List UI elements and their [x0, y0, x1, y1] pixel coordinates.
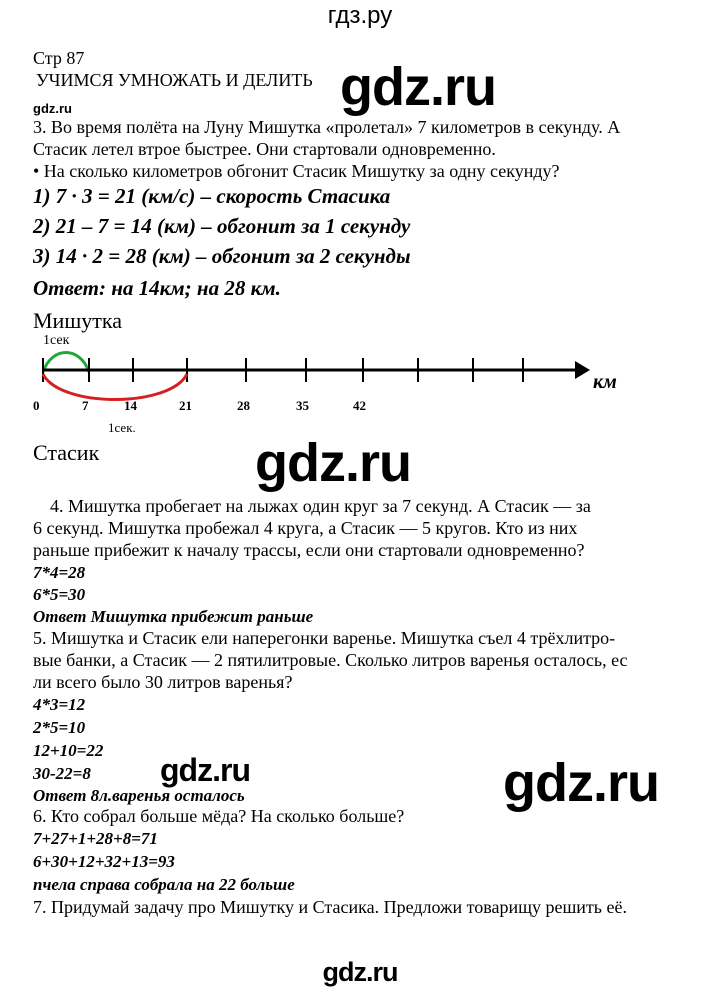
task3-line2: Стасик летел втрое быстрее. Они стартовали одновременно. [33, 139, 496, 159]
task7-line1: 7. Придумай задачу про Мишутку и Стасика. Предложи товарищу решить её. [33, 897, 627, 917]
tick-label: 14 [124, 398, 137, 413]
task4-line3: раньше прибежит к началу трассы, если они стартовали одновременно? [33, 540, 585, 560]
task5-calc-4: 30-22=8 [33, 764, 91, 783]
task3-solution-2: 2) 21 – 7 = 14 (км) – обгонит за 1 секунду [33, 214, 411, 238]
chapter-title: УЧИМСЯ УМНОЖАТЬ И ДЕЛИТЬ [36, 70, 313, 90]
task6-line1: 6. Кто собрал больше мёда? На сколько больше? [33, 806, 405, 826]
task5-answer: Ответ 8л.варенья осталось [33, 786, 245, 805]
task4-calc-2: 6*5=30 [33, 585, 86, 604]
task5-line2: вые банки, а Стасик — 2 пятилитровые. Сколько литров варенья осталось, ес [33, 650, 628, 670]
green-arc-label: 1сек [43, 333, 70, 348]
task5-line3: ли всего было 30 литров варенья? [33, 672, 293, 692]
watermark-footer: gdz.ru [322, 957, 398, 987]
watermark-top: gdz.ru [340, 57, 496, 117]
watermark-small: gdz.ru [33, 101, 72, 116]
task5-calc-3: 12+10=22 [33, 741, 104, 760]
task5-calc-2: 2*5=10 [33, 718, 86, 737]
tick-label: 35 [296, 398, 309, 413]
watermark-middle: gdz.ru [255, 433, 411, 493]
number-line-diagram [30, 330, 650, 440]
tick-label: 7 [82, 398, 89, 413]
page-number: Стр 87 [33, 48, 85, 68]
diagram-label-mishutka: Мишутка [33, 308, 123, 333]
task3-line1: 3. Во время полёта на Луну Мишутка «пролетал» 7 километров в секунду. А [33, 117, 621, 137]
task6-calc-2: 6+30+12+32+13=93 [33, 852, 175, 871]
unit-label: км [593, 371, 617, 393]
site-header: гдз.ру [327, 2, 393, 29]
tick-label: 21 [179, 398, 192, 413]
task4-calc-1: 7*4=28 [33, 563, 86, 582]
tick-label: 42 [353, 398, 366, 413]
task3-question: • На сколько километров обгонит Стасик Мишутку за одну секунду? [33, 161, 560, 181]
task3-solution-3: 3) 14 · 2 = 28 (км) – обгонит за 2 секунды [33, 244, 411, 268]
task4-line1: 4. Мишутка пробегает на лыжах один круг за 7 секунд. А Стасик — за [50, 496, 591, 516]
red-arc-label: 1сек. [108, 420, 136, 435]
task6-answer: пчела справа собрала на 22 больше [33, 875, 295, 894]
task4-answer: Ответ Мишутка прибежит раньше [33, 607, 314, 626]
watermark-small-mid: gdz.ru [160, 752, 250, 788]
task5-line1: 5. Мишутка и Стасик ели наперегонки варенье. Мишутка съел 4 трёхлитро- [33, 628, 616, 648]
tick-label: 0 [33, 398, 40, 413]
watermark-right: gdz.ru [503, 753, 659, 813]
task3-solution-1: 1) 7 · 3 = 21 (км/с) – скорость Стасика [33, 184, 391, 208]
axis-arrow [575, 361, 590, 379]
diagram-label-stasik: Стасик [33, 440, 100, 465]
task5-calc-1: 4*3=12 [33, 695, 86, 714]
tick-label: 28 [237, 398, 250, 413]
task4-line2: 6 секунд. Мишутка пробежал 4 круга, а Стасик — 5 кругов. Кто из них [33, 518, 578, 538]
task3-answer: Ответ: на 14км; на 28 км. [33, 276, 281, 300]
task6-calc-1: 7+27+1+28+8=71 [33, 829, 158, 848]
red-arc [43, 374, 187, 400]
